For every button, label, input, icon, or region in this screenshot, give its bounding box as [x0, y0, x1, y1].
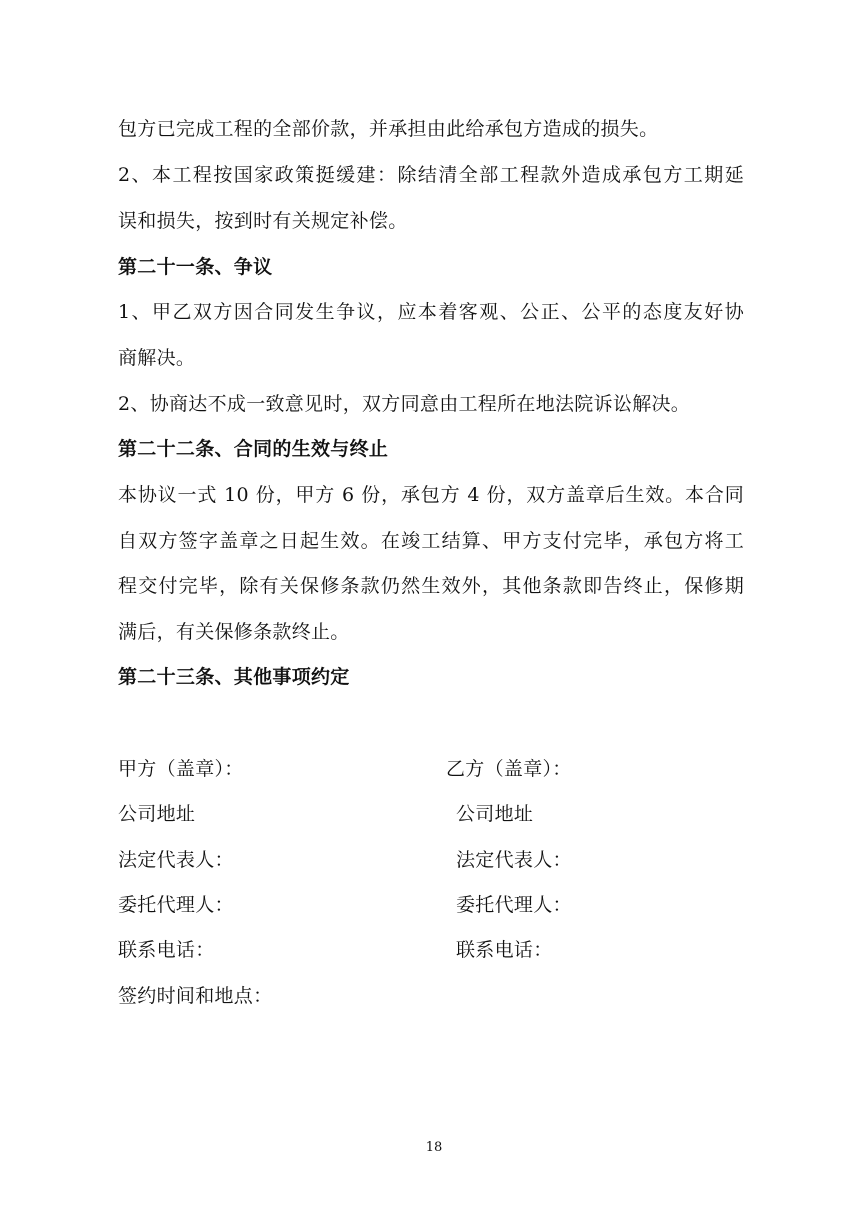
paragraph-line: 自双方签字盖章之日起生效。在竣工结算、甲方支付完毕，承包方将工	[118, 530, 744, 552]
page-number: 18	[425, 1140, 443, 1155]
party-a-phone-label: 联系电话：	[118, 939, 215, 961]
paragraph-line: 1、甲乙双方因合同发生争议，应本着客观、公正、公平的态度友好协	[118, 301, 744, 323]
date-place-label: 签约时间和地点：	[118, 985, 273, 1007]
party-b-phone-label: 联系电话：	[456, 939, 553, 961]
party-b-seal-label: 乙方（盖章）：	[446, 758, 572, 780]
paragraph-line: 2、本工程按国家政策挺缓建：除结清全部工程款外造成承包方工期延	[118, 164, 744, 186]
party-b-address-label: 公司地址	[456, 803, 534, 825]
paragraph-line: 本协议一式 10 份，甲方 6 份，承包方 4 份，双方盖章后生效。本合同	[118, 484, 744, 506]
party-a-legal-rep-label: 法定代表人：	[118, 849, 234, 871]
section-heading-21: 第二十一条、争议	[118, 256, 273, 278]
paragraph-line: 误和损失，按到时有关规定补偿。	[118, 210, 408, 232]
party-a-address-label: 公司地址	[118, 803, 196, 825]
paragraph-line: 满后，有关保修条款终止。	[118, 621, 350, 643]
paragraph-line: 包方已完成工程的全部价款，并承担由此给承包方造成的损失。	[118, 118, 659, 140]
section-heading-22: 第二十二条、合同的生效与终止	[118, 438, 389, 460]
party-a-seal-label: 甲方（盖章）：	[118, 758, 244, 780]
party-b-legal-rep-label: 法定代表人：	[456, 849, 572, 871]
paragraph-line: 商解决。	[118, 347, 196, 369]
section-heading-23: 第二十三条、其他事项约定	[118, 666, 350, 688]
party-b-agent-label: 委托代理人：	[456, 894, 572, 916]
paragraph-line: 2、协商达不成一致意见时，双方同意由工程所在地法院诉讼解决。	[118, 393, 691, 415]
party-a-agent-label: 委托代理人：	[118, 894, 234, 916]
paragraph-line: 程交付完毕，除有关保修条款仍然生效外，其他条款即告终止，保修期	[118, 575, 744, 597]
